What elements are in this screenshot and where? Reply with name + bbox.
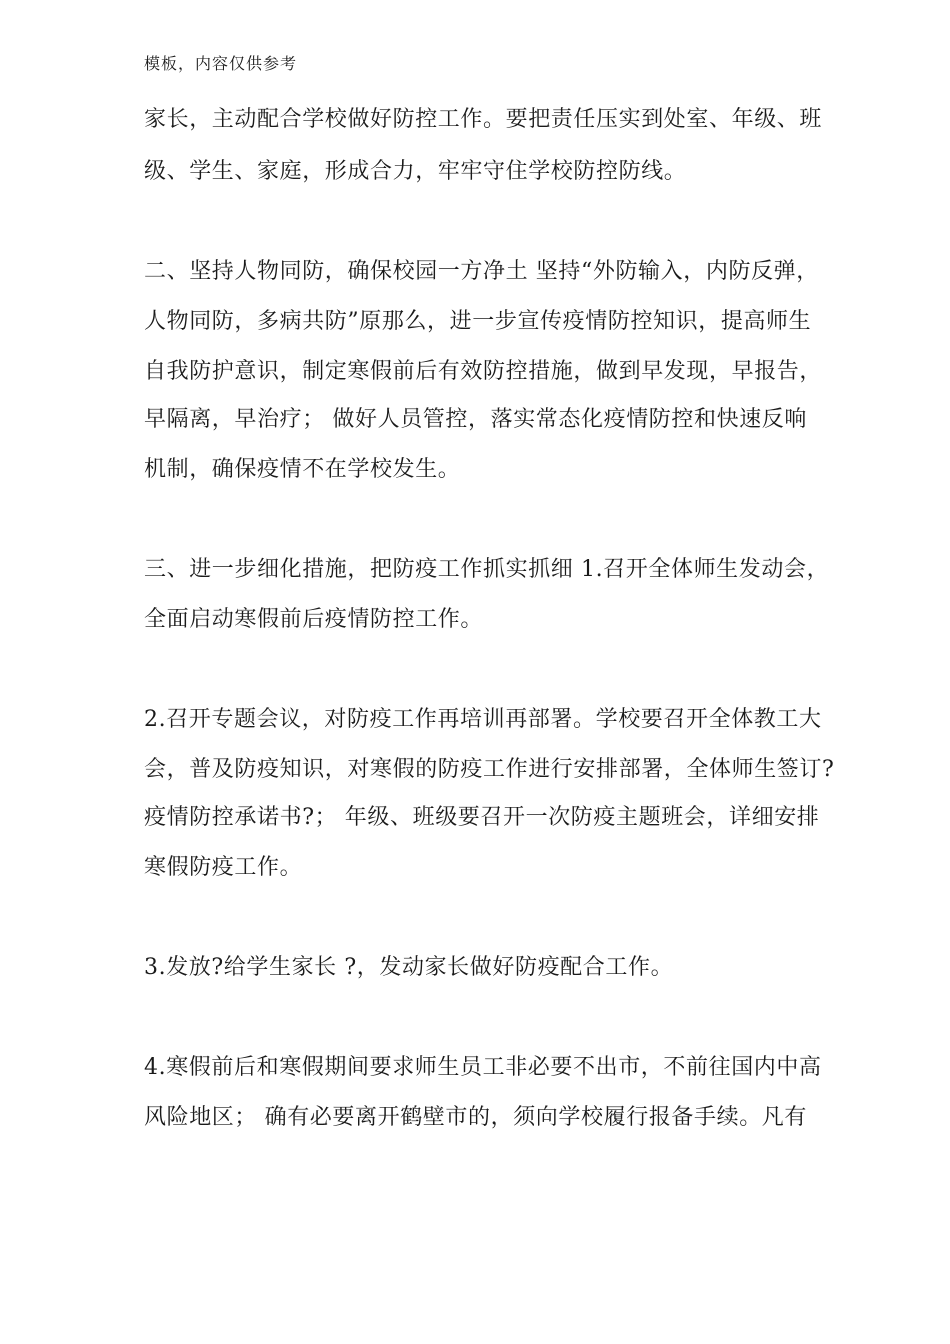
text-line: 人物同防，多病共防”原那么，进一步宣传疫情防控知识，提高师生: [144, 309, 812, 334]
page-header: 模板，内容仅供参考: [144, 54, 298, 73]
text-line: 自我防护意识，制定寒假前后有效防控措施，做到早发现，早报告，: [144, 359, 823, 384]
text-line: 二、坚持人物同防，确保校园一方净土 坚持“外防输入，内防反弹，: [144, 259, 819, 284]
text-line: 早隔离，早治疗； 做好人员管控，落实常态化疫情防控和快速反响: [144, 407, 807, 432]
text-line: 会，普及防疫知识，对寒假的防疫工作进行安排部署，全体师生签订?: [144, 757, 835, 782]
text-line: 机制，确保疫情不在学校发生。: [144, 457, 461, 482]
text-line: 风险地区； 确有必要离开鹤壁市的，须向学校履行报备手续。凡有: [144, 1105, 807, 1130]
text-line: 三、进一步细化措施，把防疫工作抓实抓细 1.召开全体师生发动会，: [144, 557, 830, 582]
text-line: 4.寒假前后和寒假期间要求师生员工非必要不出市，不前往国内中高: [144, 1055, 822, 1080]
text-line: 2.召开专题会议，对防疫工作再培训再部署。学校要召开全体教工大: [144, 707, 822, 732]
text-line: 级、学生、家庭，形成合力，牢牢守住学校防控防线。: [144, 159, 687, 184]
text-line: 疫情防控承诺书?； 年级、班级要召开一次防疫主题班会，详细安排: [144, 805, 820, 830]
text-line: 全面启动寒假前后疫情防控工作。: [144, 607, 484, 632]
text-line: 家长，主动配合学校做好防控工作。要把责任压实到处室、年级、班: [144, 107, 823, 132]
text-line: 寒假防疫工作。: [144, 855, 303, 880]
text-line: 3.发放?给学生家长 ?，发动家长做好防疫配合工作。: [144, 955, 674, 980]
